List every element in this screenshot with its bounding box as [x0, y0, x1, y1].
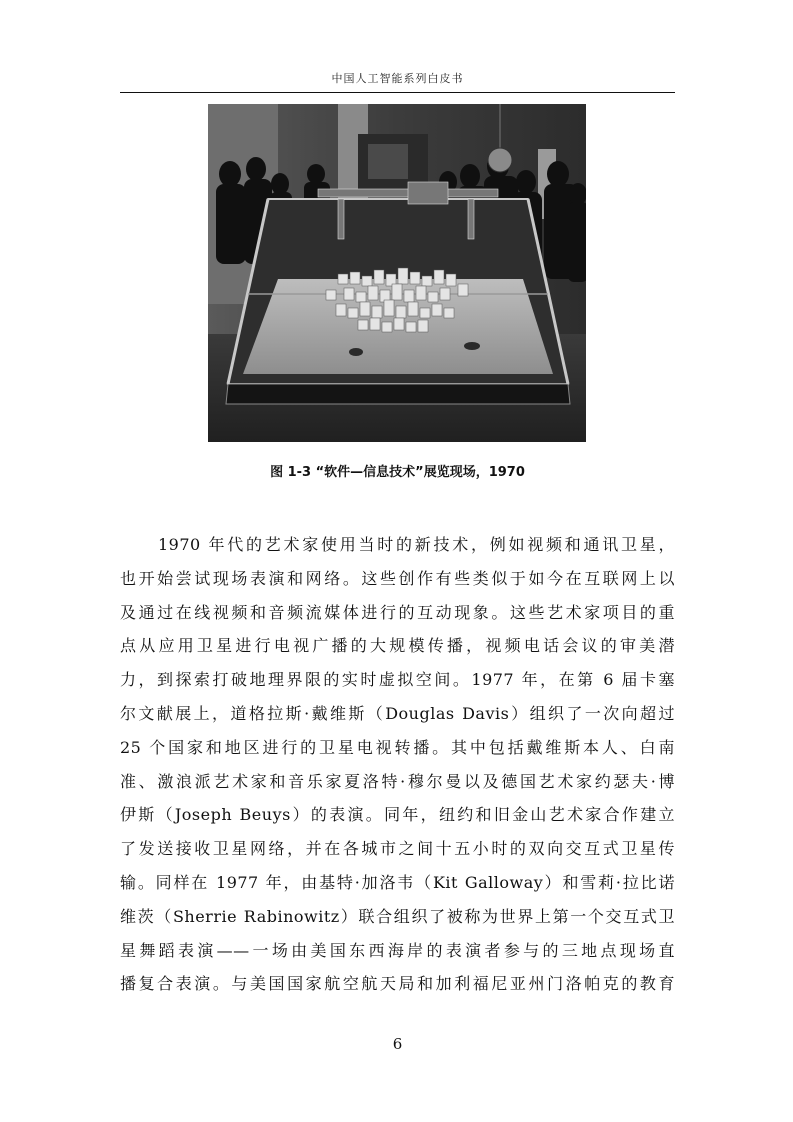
body-line: 点从应用卫星进行电视广播的大规模传播，视频电话会议的审美潜 — [120, 636, 675, 656]
body-line: 播复合表演。与美国国家航空航天局和加利福尼亚州门洛帕克的教育 — [120, 974, 675, 994]
body-line: 准、激浪派艺术家和音乐家夏洛特·穆尔曼以及德国艺术家约瑟夫·博 — [120, 771, 675, 791]
running-header: 中国人工智能系列白皮书 — [331, 72, 464, 85]
body-line: 尔文献展上，道格拉斯·戴维斯（Douglas Davis）组织了一次向超过 — [120, 703, 675, 723]
body-line: 输。同样在 1977 年，由基特·加洛韦（Kit Galloway）和雪莉·拉比诺 — [120, 872, 675, 892]
body-line: 星舞蹈表演——一场由美国东西海岸的表演者参与的三地点现场直 — [120, 940, 675, 960]
figure-caption: 图 1-3 “软件—信息技术”展览现场，1970 — [270, 465, 525, 480]
body-line: 维茨（Sherrie Rabinowitz）联合组织了被称为世界上第一个交互式卫 — [120, 906, 675, 926]
body-line: 25 个国家和地区进行的卫星电视转播。其中包括戴维斯本人、白南 — [120, 737, 675, 757]
body-paragraph — [120, 528, 675, 1001]
body-line: 也开始尝试现场表演和网络。这些创作有些类似于如今在互联网上以 — [120, 568, 675, 588]
body-line: 1970 年代的艺术家使用当时的新技术，例如视频和通讯卫星， — [158, 535, 675, 554]
body-line: 及通过在线视频和音频流媒体进行的互动现象。这些艺术家项目的重 — [120, 602, 675, 622]
body-line: 了发送接收卫星网络，并在各城市之间十五小时的双向交互式卫星传 — [120, 839, 675, 859]
exhibition-photo — [208, 104, 586, 442]
body-line: 力，到探索打破地理界限的实时虚拟空间。1977 年，在第 6 届卡塞 — [120, 670, 675, 690]
body-line: 伊斯（Joseph Beuys）的表演。同年，纽约和旧金山艺术家合作建立 — [120, 805, 675, 825]
header-divider — [120, 92, 675, 93]
page-number: 6 — [392, 1035, 403, 1053]
